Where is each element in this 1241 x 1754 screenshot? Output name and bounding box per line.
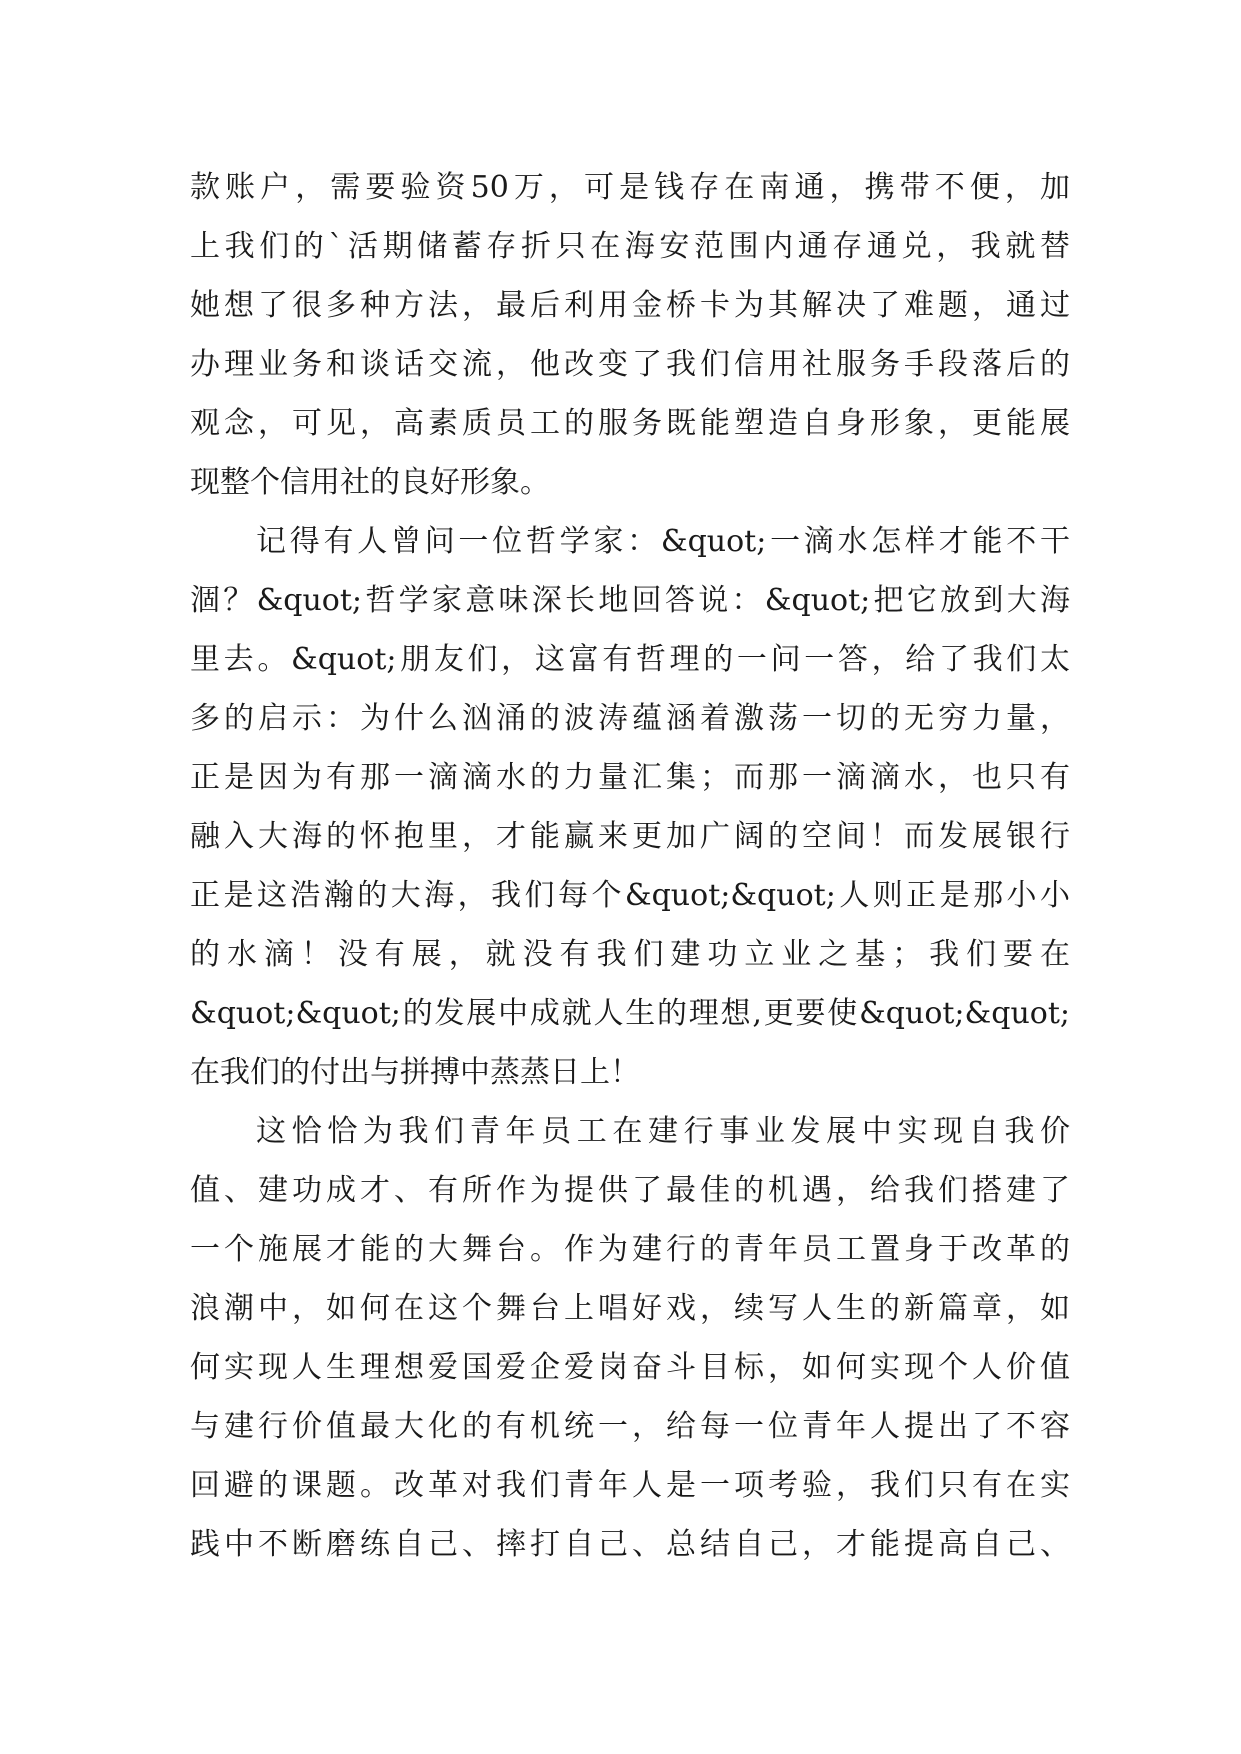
text-line: 涸？&quot;哲学家意味深长地回答说：&quot;把它放到大海 [190, 583, 1070, 618]
paragraph-2 [190, 512, 1070, 1102]
text-line: 办理业务和谈话交流，他改变了我们信用社服务手段落后的 [190, 347, 1070, 382]
text-line: 在我们的付出与拼搏中蒸蒸日上！ [190, 1055, 640, 1090]
paragraph-3 [190, 1102, 1070, 1574]
text-line: 她想了很多种方法，最后利用金桥卡为其解决了难题，通过 [190, 288, 1070, 323]
text-line: &quot;&quot;的发展中成就人生的理想,更要使&quot;&quot; [190, 996, 1070, 1031]
text-line: 何实现人生理想爱国爱企爱岗奋斗目标，如何实现个人价值 [190, 1350, 1070, 1385]
text-line: 值、建功成才、有所作为提供了最佳的机遇，给我们搭建了 [190, 1173, 1070, 1208]
text-line: 上我们的`活期储蓄存折只在海安范围内通存通兑，我就替 [190, 229, 1070, 264]
text-line: 正是这浩瀚的大海，我们每个&quot;&quot;人则正是那小小 [190, 878, 1070, 913]
text-line: 回避的课题。改革对我们青年人是一项考验，我们只有在实 [190, 1468, 1070, 1503]
text-line: 记得有人曾问一位哲学家：&quot;一滴水怎样才能不干 [256, 524, 1070, 559]
text-line: 正是因为有那一滴滴水的力量汇集；而那一滴滴水，也只有 [190, 760, 1070, 795]
text-line: 里去。&quot;朋友们，这富有哲理的一问一答，给了我们太 [190, 642, 1070, 677]
text-line: 现整个信用社的良好形象。 [190, 465, 550, 500]
paragraph-1 [190, 158, 1070, 512]
text-line: 的水滴！没有展，就没有我们建功立业之基；我们要在 [190, 937, 1070, 972]
text-line: 践中不断磨练自己、摔打自己、总结自己，才能提高自己、 [190, 1527, 1070, 1562]
text-line: 观念，可见，高素质员工的服务既能塑造自身形象，更能展 [190, 406, 1070, 441]
text-line: 一个施展才能的大舞台。作为建行的青年员工置身于改革的 [190, 1232, 1070, 1267]
text-line: 浪潮中，如何在这个舞台上唱好戏，续写人生的新篇章，如 [190, 1291, 1070, 1326]
text-line: 款账户，需要验资50万，可是钱存在南通，携带不便，加 [190, 170, 1070, 205]
text-line: 融入大海的怀抱里，才能赢来更加广阔的空间！而发展银行 [190, 819, 1070, 854]
text-line: 与建行价值最大化的有机统一，给每一位青年人提出了不容 [190, 1409, 1070, 1444]
text-line: 这恰恰为我们青年员工在建行事业发展中实现自我价 [256, 1114, 1070, 1149]
document-body [190, 158, 1070, 1574]
text-line: 多的启示：为什么汹涌的波涛蕴涵着激荡一切的无穷力量， [190, 701, 1070, 736]
